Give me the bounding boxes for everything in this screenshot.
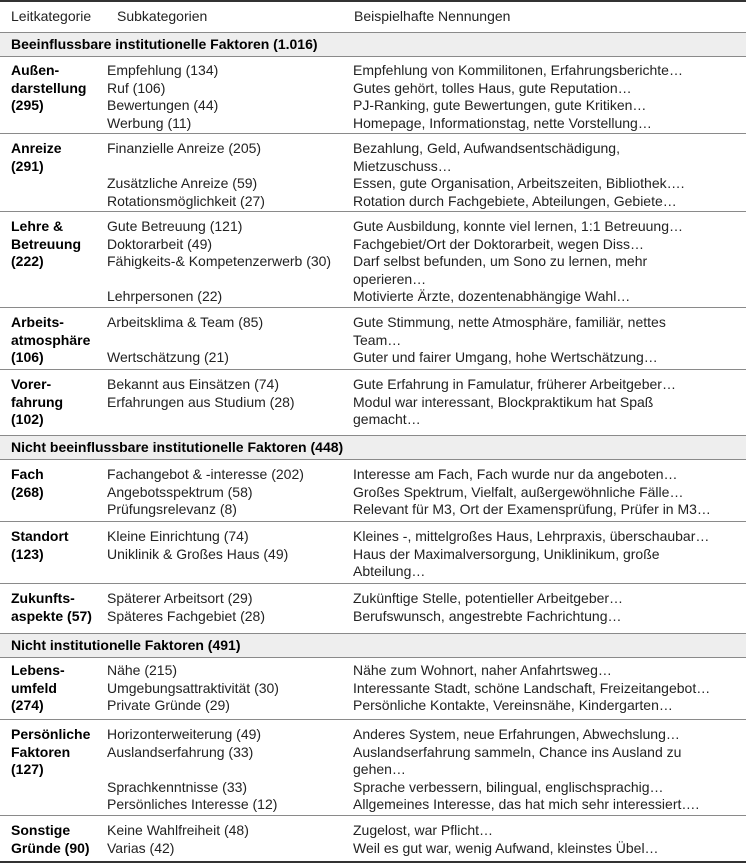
- nennung: Gute Erfahrung in Famulatur, früherer Arbeitgeber…: [353, 376, 676, 392]
- subkategorie: Arbeitsklima & Team (85): [107, 314, 264, 330]
- leitkategorie-line: Lebens-: [11, 662, 65, 678]
- group-divider: [0, 583, 746, 584]
- subkategorie: Bekannt aus Einsätzen (74): [107, 376, 279, 392]
- subkategorie: Varias (42): [107, 839, 175, 856]
- nennung: Gutes gehört, tolles Haus, gute Reputation…: [353, 79, 632, 96]
- subkategorie: Keine Wahlfreiheit (48): [107, 822, 249, 838]
- header-leitkategorie: Leitkategorie: [11, 8, 92, 24]
- group-divider: [0, 133, 746, 134]
- subkategorie: Empfehlung (134): [107, 62, 219, 78]
- nennung: Weil es gut war, wenig Aufwand, kleinstes Übel…: [353, 839, 659, 856]
- subkategorie: Späterer Arbeitsort (29): [107, 590, 253, 606]
- nennung: Relevant für M3, Ort der Examensprüfung, Prüfer in M3…: [353, 501, 711, 517]
- leitkategorie-line: Persönliche: [11, 726, 91, 742]
- nennung: Anderes System, neue Erfahrungen, Abwechslung…: [353, 726, 680, 742]
- header-nennungen: Beispielhafte Nennungen: [354, 8, 511, 24]
- leitkategorie-line: Arbeits-: [11, 314, 64, 330]
- leitkategorie-line: Faktoren: [11, 743, 71, 760]
- leitkategorie-line: (274): [11, 697, 44, 713]
- leitkategorie-line: Vorer-: [11, 376, 52, 392]
- section-rule-bottom: [0, 657, 746, 658]
- subkategorie: Private Gründe (29): [107, 697, 230, 713]
- leitkategorie-line: Sonstige: [11, 822, 71, 838]
- group-divider: [0, 211, 746, 212]
- subkategorie: Finanzielle Anreize (205): [107, 140, 262, 156]
- nennung: Haus der Maximalversorgung, Uniklinikum, große Abteilung…: [353, 545, 660, 579]
- section-title: Nicht institutionelle Faktoren (491): [11, 637, 241, 653]
- subkategorie: Nähe (215): [107, 662, 178, 678]
- group-divider: [0, 815, 746, 816]
- subkategorie: Bewertungen (44): [107, 97, 219, 113]
- leitkategorie-line: darstellung: [11, 79, 87, 96]
- group-divider: [0, 719, 746, 720]
- header-subkategorien: Subkategorien: [117, 8, 208, 24]
- group-divider: [0, 521, 746, 522]
- subkategorie: Gute Betreuung (121): [107, 218, 243, 234]
- nennung: Darf selbst befunden, um Sono zu lernen, mehr operieren…: [353, 253, 648, 287]
- nennung: Interessante Stadt, schöne Landschaft, Freizeitangebot…: [353, 679, 711, 696]
- leitkategorie-line: atmosphäre: [11, 331, 91, 348]
- nennung: Essen, gute Organisation, Arbeitszeiten, Bibliothek….: [353, 175, 685, 191]
- leitkategorie-line: Außen-: [11, 62, 60, 78]
- subkategorie: Ruf (106): [107, 79, 166, 96]
- subkategorie: Erfahrungen aus Studium (28): [107, 393, 295, 410]
- leitkategorie-line: (102): [11, 411, 44, 427]
- subkategorie: Horizonterweiterung (49): [107, 726, 262, 742]
- group-divider: [0, 307, 746, 308]
- subkategorie: Uniklinik & Großes Haus (49): [107, 545, 289, 562]
- subkategorie: Zusätzliche Anreize (59): [107, 175, 258, 191]
- leitkategorie-line: (268): [11, 483, 44, 500]
- subkategorie: Umgebungsattraktivität (30): [107, 679, 279, 696]
- nennung: Fachgebiet/Ort der Doktorarbeit, wegen Diss…: [353, 235, 645, 252]
- subkategorie: Fachangebot & -interesse (202): [107, 466, 304, 482]
- subkategorie: Kleine Einrichtung (74): [107, 528, 249, 544]
- leitkategorie-line: aspekte (57): [11, 607, 92, 624]
- nennung: Kleines -, mittelgroßes Haus, Lehrpraxis, überschaubar…: [353, 528, 710, 544]
- nennung: Auslandserfahrung sammeln, Chance ins Ausland zu gehen…: [353, 743, 682, 777]
- leitkategorie-line: Fach: [11, 466, 44, 482]
- leitkategorie-line: umfeld: [11, 679, 57, 696]
- leitkategorie-line: Lehre &: [11, 218, 64, 234]
- nennung: Zukünftige Stelle, potentieller Arbeitgeber…: [353, 590, 624, 606]
- nennung: Gute Ausbildung, konnte viel lernen, 1:1 Betreuung…: [353, 218, 683, 234]
- subkategorie: Rotationsmöglichkeit (27): [107, 192, 265, 209]
- section-rule-bottom: [0, 459, 746, 460]
- nennung: Allgemeines Interesse, das hat mich sehr interessiert….: [353, 796, 700, 812]
- leitkategorie-line: Zukunfts-: [11, 590, 75, 606]
- nennung: Zugelost, war Pflicht…: [353, 822, 494, 838]
- subkategorie: Fähigkeits-& Kompetenzerwerb (30): [107, 253, 332, 269]
- nennung: Persönliche Kontakte, Vereinsnähe, Kindergarten…: [353, 697, 673, 713]
- nennung: Motivierte Ärzte, dozentenabhängige Wahl…: [353, 288, 631, 304]
- nennung: Rotation durch Fachgebiete, Abteilungen, Gebiete…: [353, 192, 677, 209]
- subkategorie: Wertschätzung (21): [107, 349, 229, 365]
- section-title: Nicht beeinflussbare institutionelle Faktoren (448): [11, 439, 344, 455]
- nennung: Großes Spektrum, Vielfalt, außergewöhnliche Fälle…: [353, 483, 684, 500]
- nennung: Interesse am Fach, Fach wurde nur da angeboten…: [353, 466, 678, 482]
- section-title: Beeinflussbare institutionelle Faktoren (1.016): [11, 36, 318, 52]
- leitkategorie-line: (291): [11, 157, 44, 174]
- leitkategorie-line: (295): [11, 97, 44, 113]
- nennung: PJ-Ranking, gute Bewertungen, gute Kritiken…: [353, 97, 647, 113]
- nennung: Empfehlung von Kommilitonen, Erfahrungsberichte…: [353, 62, 683, 78]
- table-bottom-rule: [0, 861, 746, 863]
- leitkategorie-line: (127): [11, 761, 44, 777]
- nennung: Gute Stimmung, nette Atmosphäre, familiär, nettes Team…: [353, 314, 666, 348]
- leitkategorie-line: fahrung: [11, 393, 64, 410]
- leitkategorie-line: Standort: [11, 528, 69, 544]
- leitkategorie-line: (123): [11, 545, 44, 562]
- group-divider: [0, 369, 746, 370]
- subkategorie: Werbung (11): [107, 114, 192, 131]
- leitkategorie-line: (106): [11, 349, 44, 365]
- nennung: Berufswunsch, angestrebte Fachrichtung…: [353, 607, 622, 624]
- nennung: Guter und fairer Umgang, hohe Wertschätzung…: [353, 349, 658, 365]
- leitkategorie-line: (222): [11, 253, 44, 269]
- nennung: Homepage, Informationstag, nette Vorstellung…: [353, 114, 652, 131]
- leitkategorie-line: Anreize: [11, 140, 62, 156]
- nennung: Modul war interessant, Blockpraktikum hat Spaß gemacht…: [353, 393, 654, 427]
- subkategorie: Späteres Fachgebiet (28): [107, 607, 265, 624]
- nennung: Sprache verbessern, bilingual, englischsprachig…: [353, 778, 664, 795]
- subkategorie: Doktorarbeit (49): [107, 235, 213, 252]
- leitkategorie-line: Betreuung: [11, 235, 81, 252]
- subkategorie: Prüfungsrelevanz (8): [107, 501, 237, 517]
- subkategorie: Persönliches Interesse (12): [107, 796, 278, 812]
- nennung: Bezahlung, Geld, Aufwandsentschädigung, Mietzuschuss…: [353, 140, 620, 174]
- subkategorie: Auslandserfahrung (33): [107, 743, 254, 760]
- nennung: Nähe zum Wohnort, naher Anfahrtsweg…: [353, 662, 612, 678]
- section-rule-bottom: [0, 56, 746, 57]
- subkategorie: Sprachkenntnisse (33): [107, 778, 248, 795]
- subkategorie: Lehrpersonen (22): [107, 288, 223, 304]
- leitkategorie-line: Gründe (90): [11, 839, 90, 856]
- subkategorie: Angebotsspektrum (58): [107, 483, 253, 500]
- table-top-rule: [0, 0, 746, 2]
